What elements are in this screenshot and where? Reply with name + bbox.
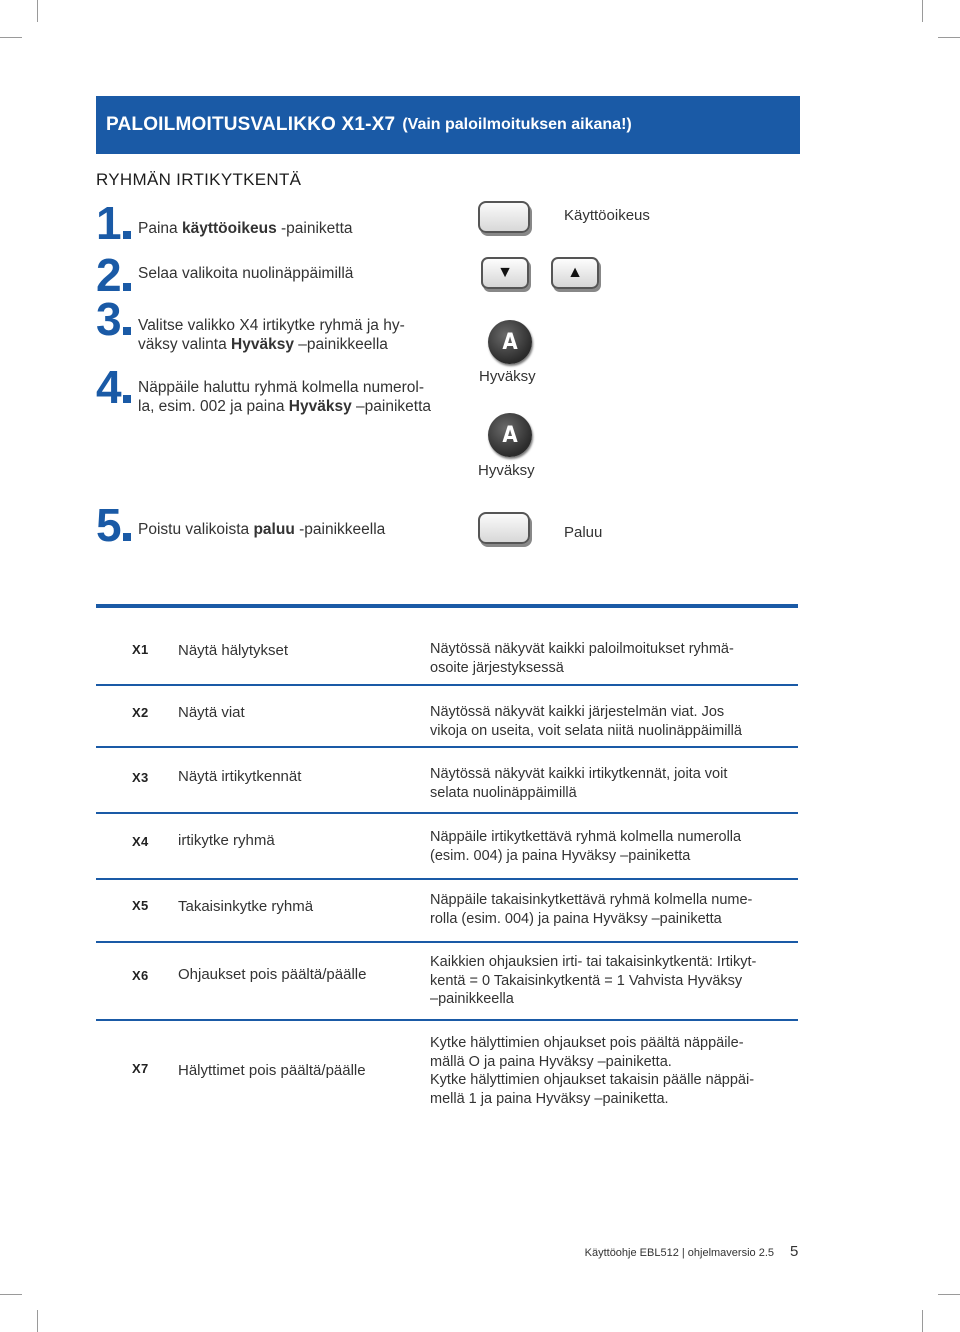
step-number: 3 bbox=[96, 296, 131, 342]
kayttooikeus-key-icon bbox=[478, 201, 530, 233]
menu-description-line: osoite järjestyksessä bbox=[430, 659, 564, 676]
menu-description-line: Kaikkien ohjauksien irti- tai takaisinkytkentä: Irtikyt- bbox=[430, 954, 757, 970]
menu-description-line: mällä O ja paina Hyväksy –painiketta. bbox=[430, 1053, 672, 1070]
step-text-line bbox=[138, 397, 431, 416]
step-text bbox=[138, 316, 405, 354]
banner-title: PALOILMOITUSVALIKKO X1-X7 bbox=[106, 114, 396, 135]
step-text-part: la, esim. 002 ja paina bbox=[138, 398, 289, 415]
step-text-part: väksy valinta bbox=[138, 336, 232, 353]
table-row-divider bbox=[96, 684, 798, 686]
accept-key-glyph: A bbox=[502, 422, 518, 448]
table-row-divider bbox=[96, 878, 798, 880]
crop-mark bbox=[922, 0, 923, 22]
menu-description bbox=[430, 703, 770, 740]
step-number: 1 bbox=[96, 200, 131, 246]
accept-key-glyph: A bbox=[502, 329, 518, 355]
menu-description-line: Näppäile irtikytkettävä ryhmä kolmella numerolla bbox=[430, 829, 742, 845]
paluu-key-icon bbox=[478, 512, 530, 544]
step-text bbox=[138, 219, 353, 238]
menu-description-line: rolla (esim. 004) ja paina Hyväksy –painiketta bbox=[430, 910, 722, 927]
menu-description bbox=[430, 640, 770, 677]
step-number: 2 bbox=[96, 252, 131, 298]
table-row-divider bbox=[96, 1019, 798, 1021]
arrow-down-glyph: ▼ bbox=[497, 264, 513, 281]
menu-description-line: selata nuolinäppäimillä bbox=[430, 784, 577, 801]
menu-description-line: Näytössä näkyvät kaikki irtikytkennät, joita voit bbox=[430, 766, 728, 782]
banner-subtitle: (Vain paloilmoituksen aikana!) bbox=[402, 116, 632, 133]
menu-code: X7 bbox=[132, 1061, 149, 1076]
menu-name: Näytä irtikytkennät bbox=[178, 768, 302, 785]
menu-description-line: Kytke hälyttimien ohjaukset takaisin päälle näppäi- bbox=[430, 1072, 755, 1088]
menu-code: X5 bbox=[132, 898, 149, 913]
accept-label: Hyväksy bbox=[478, 462, 535, 479]
step-text-part: –painikkeella bbox=[293, 336, 388, 353]
crop-mark bbox=[0, 37, 22, 38]
menu-description-line: Kytke hälyttimien ohjaukset pois päältä näppäile- bbox=[430, 1035, 744, 1051]
menu-name: irtikytke ryhmä bbox=[178, 832, 275, 849]
crop-mark bbox=[938, 37, 960, 38]
menu-description-line: vikoja on useita, voit selata niitä nuolinäppäimillä bbox=[430, 722, 742, 739]
menu-description-line: (esim. 004) ja paina Hyväksy –painiketta bbox=[430, 847, 691, 864]
menu-description bbox=[430, 953, 770, 1009]
menu-code: X2 bbox=[132, 705, 149, 720]
table-row-divider bbox=[96, 812, 798, 814]
accept-label: Hyväksy bbox=[479, 368, 536, 385]
step-text bbox=[138, 520, 385, 539]
menu-description-line: Näppäile takaisinkytkettävä ryhmä kolmella nume- bbox=[430, 892, 753, 908]
step-number: 4 bbox=[96, 364, 131, 410]
step-text-part: -painiketta bbox=[276, 220, 353, 237]
menu-name: Hälyttimet pois päältä/päälle bbox=[178, 1062, 366, 1079]
step-text-part: –painiketta bbox=[351, 398, 431, 415]
menu-description-line: kentä = 0 Takaisinkytkentä = 1 Vahvista Hyväksy bbox=[430, 972, 743, 989]
table-row-divider bbox=[96, 941, 798, 943]
menu-description bbox=[430, 891, 770, 928]
step-text-bold: Hyväksy bbox=[231, 336, 294, 353]
step-text bbox=[138, 378, 431, 416]
menu-description bbox=[430, 765, 770, 802]
step-text-line bbox=[138, 335, 405, 354]
paluu-label: Paluu bbox=[564, 524, 603, 541]
step-text-bold: Hyväksy bbox=[288, 398, 352, 415]
footer-text: Käyttöohje EBL512 | ohjelmaversio 2.5 bbox=[584, 1247, 774, 1259]
page-number: 5 bbox=[790, 1243, 799, 1260]
arrow-up-key-icon bbox=[551, 257, 599, 289]
crop-mark bbox=[922, 1310, 923, 1332]
section-title: RYHMÄN IRTIKYTKENTÄ bbox=[96, 170, 302, 189]
menu-code: X1 bbox=[132, 642, 149, 657]
kayttooikeus-label: Käyttöoikeus bbox=[564, 207, 650, 224]
arrow-up-glyph: ▲ bbox=[567, 264, 583, 281]
crop-mark bbox=[0, 1294, 22, 1295]
menu-description-line: mellä 1 ja paina Hyväksy –painiketta. bbox=[430, 1090, 669, 1107]
step-text-part: Poistu valikoista bbox=[138, 521, 254, 538]
menu-code: X6 bbox=[132, 968, 149, 983]
step-text-bold: paluu bbox=[253, 521, 295, 538]
step-text-part: Selaa valikoita nuolinäppäimillä bbox=[138, 265, 354, 282]
menu-description-line: Näytössä näkyvät kaikki paloilmoitukset ryhmä- bbox=[430, 641, 734, 657]
table-row-divider bbox=[96, 746, 798, 748]
step-text-line: Näppäile haluttu ryhmä kolmella numerol- bbox=[138, 379, 425, 396]
accept-key-icon bbox=[488, 413, 532, 457]
step-text bbox=[138, 264, 353, 283]
menu-name: Näytä viat bbox=[178, 704, 245, 721]
step-text-part: Paina bbox=[138, 220, 182, 237]
menu-description bbox=[430, 828, 770, 865]
menu-code: X3 bbox=[132, 770, 149, 785]
menu-name: Takaisinkytke ryhmä bbox=[178, 898, 314, 915]
menu-name: Näytä hälytykset bbox=[178, 642, 289, 659]
step-text-bold: käyttöoikeus bbox=[181, 220, 277, 237]
menu-code: X4 bbox=[132, 834, 149, 849]
page-banner bbox=[96, 96, 800, 154]
step-text-line: Valitse valikko X4 irtikytke ryhmä ja hy- bbox=[138, 317, 405, 334]
crop-mark bbox=[37, 1310, 38, 1332]
menu-description-line: Näytössä näkyvät kaikki järjestelmän viat. Jos bbox=[430, 704, 725, 720]
arrow-down-key-icon bbox=[481, 257, 529, 289]
menu-description-line: –painikkeella bbox=[430, 991, 514, 1007]
menu-description bbox=[430, 1034, 770, 1108]
step-text-part: -painikkeella bbox=[294, 521, 386, 538]
table-top-border bbox=[96, 604, 798, 608]
crop-mark bbox=[938, 1294, 960, 1295]
accept-key-icon bbox=[488, 320, 532, 364]
step-number: 5 bbox=[96, 502, 131, 548]
menu-name: Ohjaukset pois päältä/päälle bbox=[178, 966, 367, 983]
crop-mark bbox=[37, 0, 38, 22]
